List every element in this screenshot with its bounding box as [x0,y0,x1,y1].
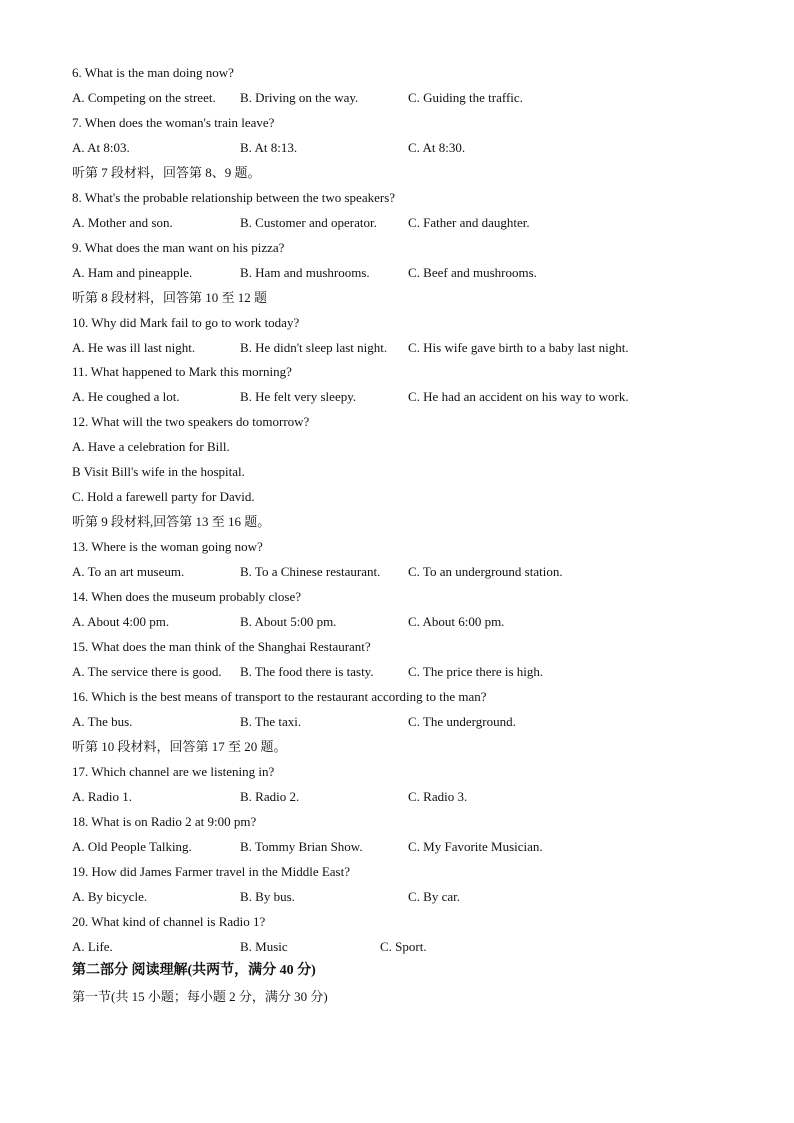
option-a: A. By bicycle. [72,889,148,904]
option-c: C. My Favorite Musician. [408,839,543,854]
option-b: B. Music [240,939,288,954]
question-15: 15. What does the man think of the Shanghai Restaurant? [72,639,371,654]
option-c: C. About 6:00 pm. [408,614,505,629]
option-b: B. The taxi. [240,714,302,729]
option-c: C. He had an accident on his way to work. [408,389,629,404]
part-two-heading: 第二部分 阅读理解(共两节，满分 40 分) [72,963,316,978]
option-a: A. Ham and pineapple. [72,265,193,280]
question-12: 12. What will the two speakers do tomorrow? [72,414,310,429]
option-a: A. At 8:03. [72,140,130,155]
option-b: B. Tommy Brian Show. [240,839,363,854]
option-b: B. Ham and mushrooms. [240,265,370,280]
option-12-a: A. Have a celebration for Bill. [72,439,230,454]
question-7: 7. When does the woman's train leave? [72,115,275,130]
question-8: 8. What's the probable relationship between the two speakers? [72,190,396,205]
question-16: 16. Which is the best means of transport to the restaurant according to the man? [72,689,487,704]
option-a: A. Life. [72,939,113,954]
option-b: B. At 8:13. [240,140,298,155]
section-instruction-9: 听第 9 段材料,回答第 13 至 16 题。 [72,514,271,529]
section-instruction-10: 听第 10 段材料，回答第 17 至 20 题。 [72,739,287,754]
option-a: A. About 4:00 pm. [72,614,170,629]
part-two-section-one: 第一节(共 15 小题；每小题 2 分，满分 30 分) [72,989,328,1004]
option-a: A. Competing on the street. [72,90,216,105]
option-b: B. Radio 2. [240,789,300,804]
question-18: 18. What is on Radio 2 at 9:00 pm? [72,814,257,829]
option-b: B. By bus. [240,889,295,904]
question-9: 9. What does the man want on his pizza? [72,240,285,255]
question-13: 13. Where is the woman going now? [72,539,263,554]
option-b: B. He didn't sleep last night. [240,340,388,355]
option-c: C. Beef and mushrooms. [408,265,537,280]
question-20: 20. What kind of channel is Radio 1? [72,914,266,929]
option-12-c: C. Hold a farewell party for David. [72,489,255,504]
option-c: C. At 8:30. [408,140,466,155]
section-instruction-7: 听第 7 段材料，回答第 8、9 题。 [72,165,261,180]
option-c: C. Sport. [380,939,427,954]
question-6: 6. What is the man doing now? [72,65,234,80]
question-10: 10. Why did Mark fail to go to work today? [72,315,300,330]
question-14: 14. When does the museum probably close? [72,589,302,604]
option-b: B. About 5:00 pm. [240,614,337,629]
option-a: A. Old People Talking. [72,839,192,854]
option-c: C. Guiding the traffic. [408,90,523,105]
option-b: B. Customer and operator. [240,215,377,230]
option-c: C. The underground. [408,714,516,729]
option-a: A. The service there is good. [72,664,222,679]
option-c: C. To an underground station. [408,564,563,579]
option-a: A. The bus. [72,714,133,729]
option-b: B. The food there is tasty. [240,664,374,679]
option-a: A. He coughed a lot. [72,389,180,404]
option-c: C. Father and daughter. [408,215,530,230]
option-a: A. Mother and son. [72,215,173,230]
option-b: B. Driving on the way. [240,90,359,105]
section-instruction-8: 听第 8 段材料，回答第 10 至 12 题 [72,290,268,305]
option-c: C. The price there is high. [408,664,544,679]
question-11: 11. What happened to Mark this morning? [72,364,292,379]
question-19: 19. How did James Farmer travel in the Middle East? [72,864,350,879]
option-a: A. To an art museum. [72,564,185,579]
option-a: A. Radio 1. [72,789,132,804]
option-c: C. By car. [408,889,460,904]
question-17: 17. Which channel are we listening in? [72,764,275,779]
option-b: B. To a Chinese restaurant. [240,564,381,579]
option-a: A. He was ill last night. [72,340,196,355]
option-c: C. His wife gave birth to a baby last night. [408,340,629,355]
option-12-b: B Visit Bill's wife in the hospital. [72,464,245,479]
option-b: B. He felt very sleepy. [240,389,357,404]
option-c: C. Radio 3. [408,789,468,804]
